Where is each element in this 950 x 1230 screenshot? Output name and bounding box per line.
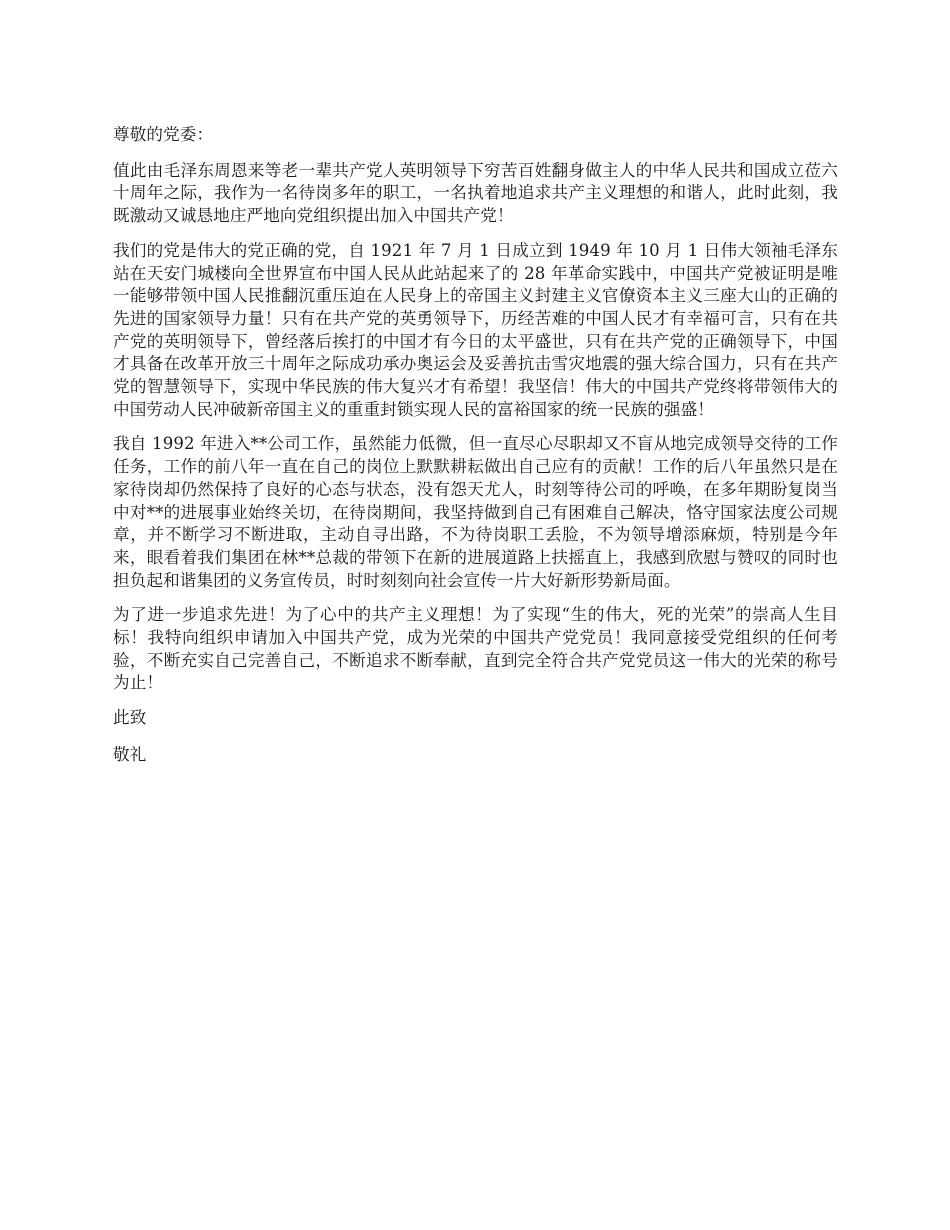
body-paragraph-2: 我们的党是伟大的党正确的党，自 1921 年 7 月 1 日成立到 1949 年 10 月 1 日伟大领袖毛泽东站在天安门城楼向全世界宣布中国人民从此站起来了的 28 年革命实践中，中国共产党被证明是唯一能够带领中国人民推翻沉重压迫在人民身上的帝国主义封建主义官僚资本主义三座大山的正确的先进的国家领导力量！只有在共产党的英勇领导下，历经苦难的中国人民才有幸福可言，只有在共产党的英明领导下，曾经落后挨打的中国才有今日的太平盛世，只有在共产党的正确领导下，中国才具备在改革开放三十周年之际成功承办奥运会及妥善抗击雪灾地震的强大综合国力，只有在共产党的智慧领导下，实现中华民族的伟大复兴才有希望！我坚信！伟大的中国共产党终将带领伟大的中国劳动人民冲破新帝国主义的重重封锁实现人民的富裕国家的统一民族的强盛！: [113, 240, 838, 419]
closing-salute: 此致: [113, 708, 147, 728]
body-paragraph-4: 为了进一步追求先进！为了心中的共产主义理想！为了实现“生的伟大，死的光荣”的崇高人生目标！我特向组织申请加入中国共产党，成为光荣的中国共产党党员！我同意接受党组织的任何考验，不断充实自己完善自己，不断追求不断奉献，直到完全符合共产党党员这一伟大的光荣的称号为止！: [113, 605, 838, 693]
body-paragraph-3: 我自 1992 年进入**公司工作，虽然能力低微，但一直尽心尽职却又不盲从地完成领导交待的工作任务，工作的前八年一直在自己的岗位上默默耕耘做出自己应有的贡献！工作的后八年虽然只是在家待岗却仍然保持了良好的心态与状态，没有怨天尤人，时刻等待公司的呼唤，在多年期盼复岗当中对**的进展事业始终关切，在待岗期间，我坚持做到自己有困难自己解决，恪守国家法度公司规章，并不断学习不断进取，主动自寻出路，不为待岗职工丢脸，不为领导增添麻烦，特别是今年来，眼看着我们集团在林**总裁的带领下在新的进展道路上扶摇直上，我感到欣慰与赞叹的同时也担负起和谐集团的义务宣传员，时时刻刻向社会宣传一片大好新形势新局面。: [113, 434, 838, 590]
body-paragraph-1: 值此由毛泽东周恩来等老一辈共产党人英明领导下穷苦百姓翻身做主人的中华人民共和国成立莅六十周年之际，我作为一名待岗多年的职工，一名执着地追求共产主义理想的和谐人，此时此刻，我既激动又诚恳地庄严地向党组织提出加入中国共产党！: [113, 160, 838, 226]
salutation: 尊敬的党委：: [113, 125, 214, 144]
closing-regards: 敬礼: [113, 744, 147, 764]
